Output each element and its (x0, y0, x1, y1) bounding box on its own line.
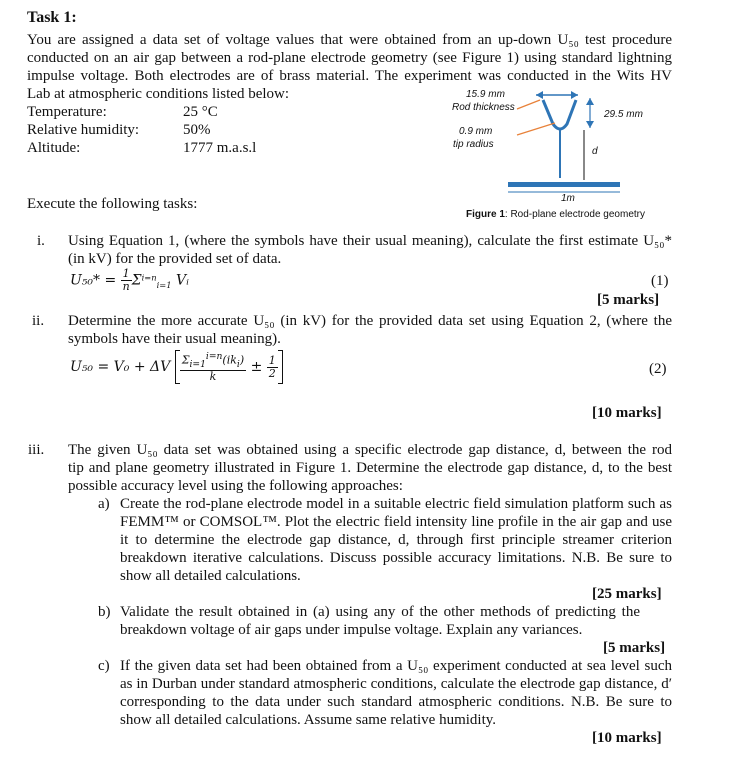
intro-line-2: conducted on an air gap between a rod-plane electrode geometry (see Figure 1) using standard lightning (27, 50, 672, 66)
condition-label: Temperature: (27, 104, 107, 120)
task-iii-line-3: possible accuracy level using the following approaches: (68, 478, 403, 494)
sub-a-marks: [25 marks] (592, 586, 662, 602)
task-i-marks: [5 marks] (597, 292, 660, 308)
tip-radius-pointer (517, 123, 555, 135)
condition-value: 50% (183, 122, 211, 138)
rod-thickness-value: 15.9 mm (466, 89, 505, 100)
task-number: i. (37, 233, 45, 249)
equation-1-number: (1) (651, 273, 669, 289)
task-i-line-1: Using Equation 1, (where the symbols have their usual meaning), calculate the first estimate U₅₀* (68, 233, 672, 249)
rod-thickness-label: Rod thickness (452, 102, 515, 113)
tip-radius-value: 0.9 mm (459, 126, 493, 137)
intro-line-4: Lab at atmospheric conditions listed below: (27, 86, 290, 102)
intro-line-3: impulse voltage. Both electrodes are of brass material. The experiment was conducted in the Wits HV (27, 68, 672, 84)
equation-1: U₅₀* = $\frac{1}{n}$ $\Sigma^{i=n}_{i=1}$ Vᵢ (70, 267, 189, 293)
plane-width-label: 1m (561, 193, 575, 204)
equation-2-number: (2) (649, 361, 667, 377)
task-number: ii. (32, 313, 45, 329)
condition-label: Relative humidity: (27, 122, 140, 138)
sub-a-text: Create the rod-plane electrode model in a suitable electric field simulation platform such as FEMM™ or COMSOL™. Plot the electric field intensity line profile in the air gap and use it to determine the electrode gap distance, d, through first principle streamer criterion breakdown iterative calculations. Discuss possible accuracy limitations. N.B. Be sure to show all detailed calculations. (120, 496, 672, 584)
intro-line-1: You are assigned a data set of voltage values that were obtained from an up-down U₅₀ test procedure (27, 32, 672, 48)
condition-value: 1777 m.a.s.l (183, 140, 257, 156)
task-i-line-2: (in kV) for the provided set of data. (68, 251, 282, 267)
sub-c-marks: [10 marks] (592, 730, 662, 746)
sub-b-label: b) (98, 604, 111, 620)
tip-radius-label: tip radius (453, 139, 494, 150)
task-ii-line-2: symbols have their usual meaning). (68, 331, 281, 347)
condition-label: Altitude: (27, 140, 81, 156)
task-title: Task 1: (27, 9, 77, 26)
task-iii-line-1: The given U₅₀ data set was obtained using a specific electrode gap distance, d, between the rod (68, 442, 672, 458)
execute-heading: Execute the following tasks: (27, 196, 198, 212)
sub-b-text: Validate the result obtained in (a) using any of the other methods of predicting the breakdown voltage of air gaps under impulse voltage. Explain any variances. (120, 604, 640, 638)
sub-b-marks: [5 marks] (603, 640, 666, 656)
figure-caption: Figure 1: Rod-plane electrode geometry (466, 209, 645, 220)
sub-c-label: c) (98, 658, 110, 674)
rod-thickness-pointer (517, 100, 540, 109)
gap-label: d (592, 146, 598, 157)
sub-a-label: a) (98, 496, 110, 512)
sub-c-text: If the given data set had been obtained from a U₅₀ experiment conducted at sea level such as in Durban under standard atmospheric conditions, calculate the electrode gap distance, d′ corresponding to the data under such standard atmospheric conditions. N.B. Be sure to show all detailed calculations. Assume same relative humidity. (120, 658, 672, 728)
task-number: iii. (28, 442, 45, 458)
task-iii-line-2: tip and plane geometry illustrated in Figure 1. Determine the electrode gap distance, d, to the best (68, 460, 672, 476)
task-ii-line-1: Determine the more accurate U₅₀ (in kV) for the provided data set using Equation 2, (where the (68, 313, 672, 329)
equation-2: U₅₀ = V₀ + ΔV $\frac{\Sigma_{i=1}^{i=n}(ik_i)}{k}$ ± $\frac{1}{2}$ (70, 350, 283, 384)
condition-value: 25 °C (183, 104, 218, 120)
task-ii-marks: [10 marks] (592, 405, 662, 421)
height-label: 29.5 mm (604, 109, 643, 120)
ground-plane (508, 182, 620, 187)
